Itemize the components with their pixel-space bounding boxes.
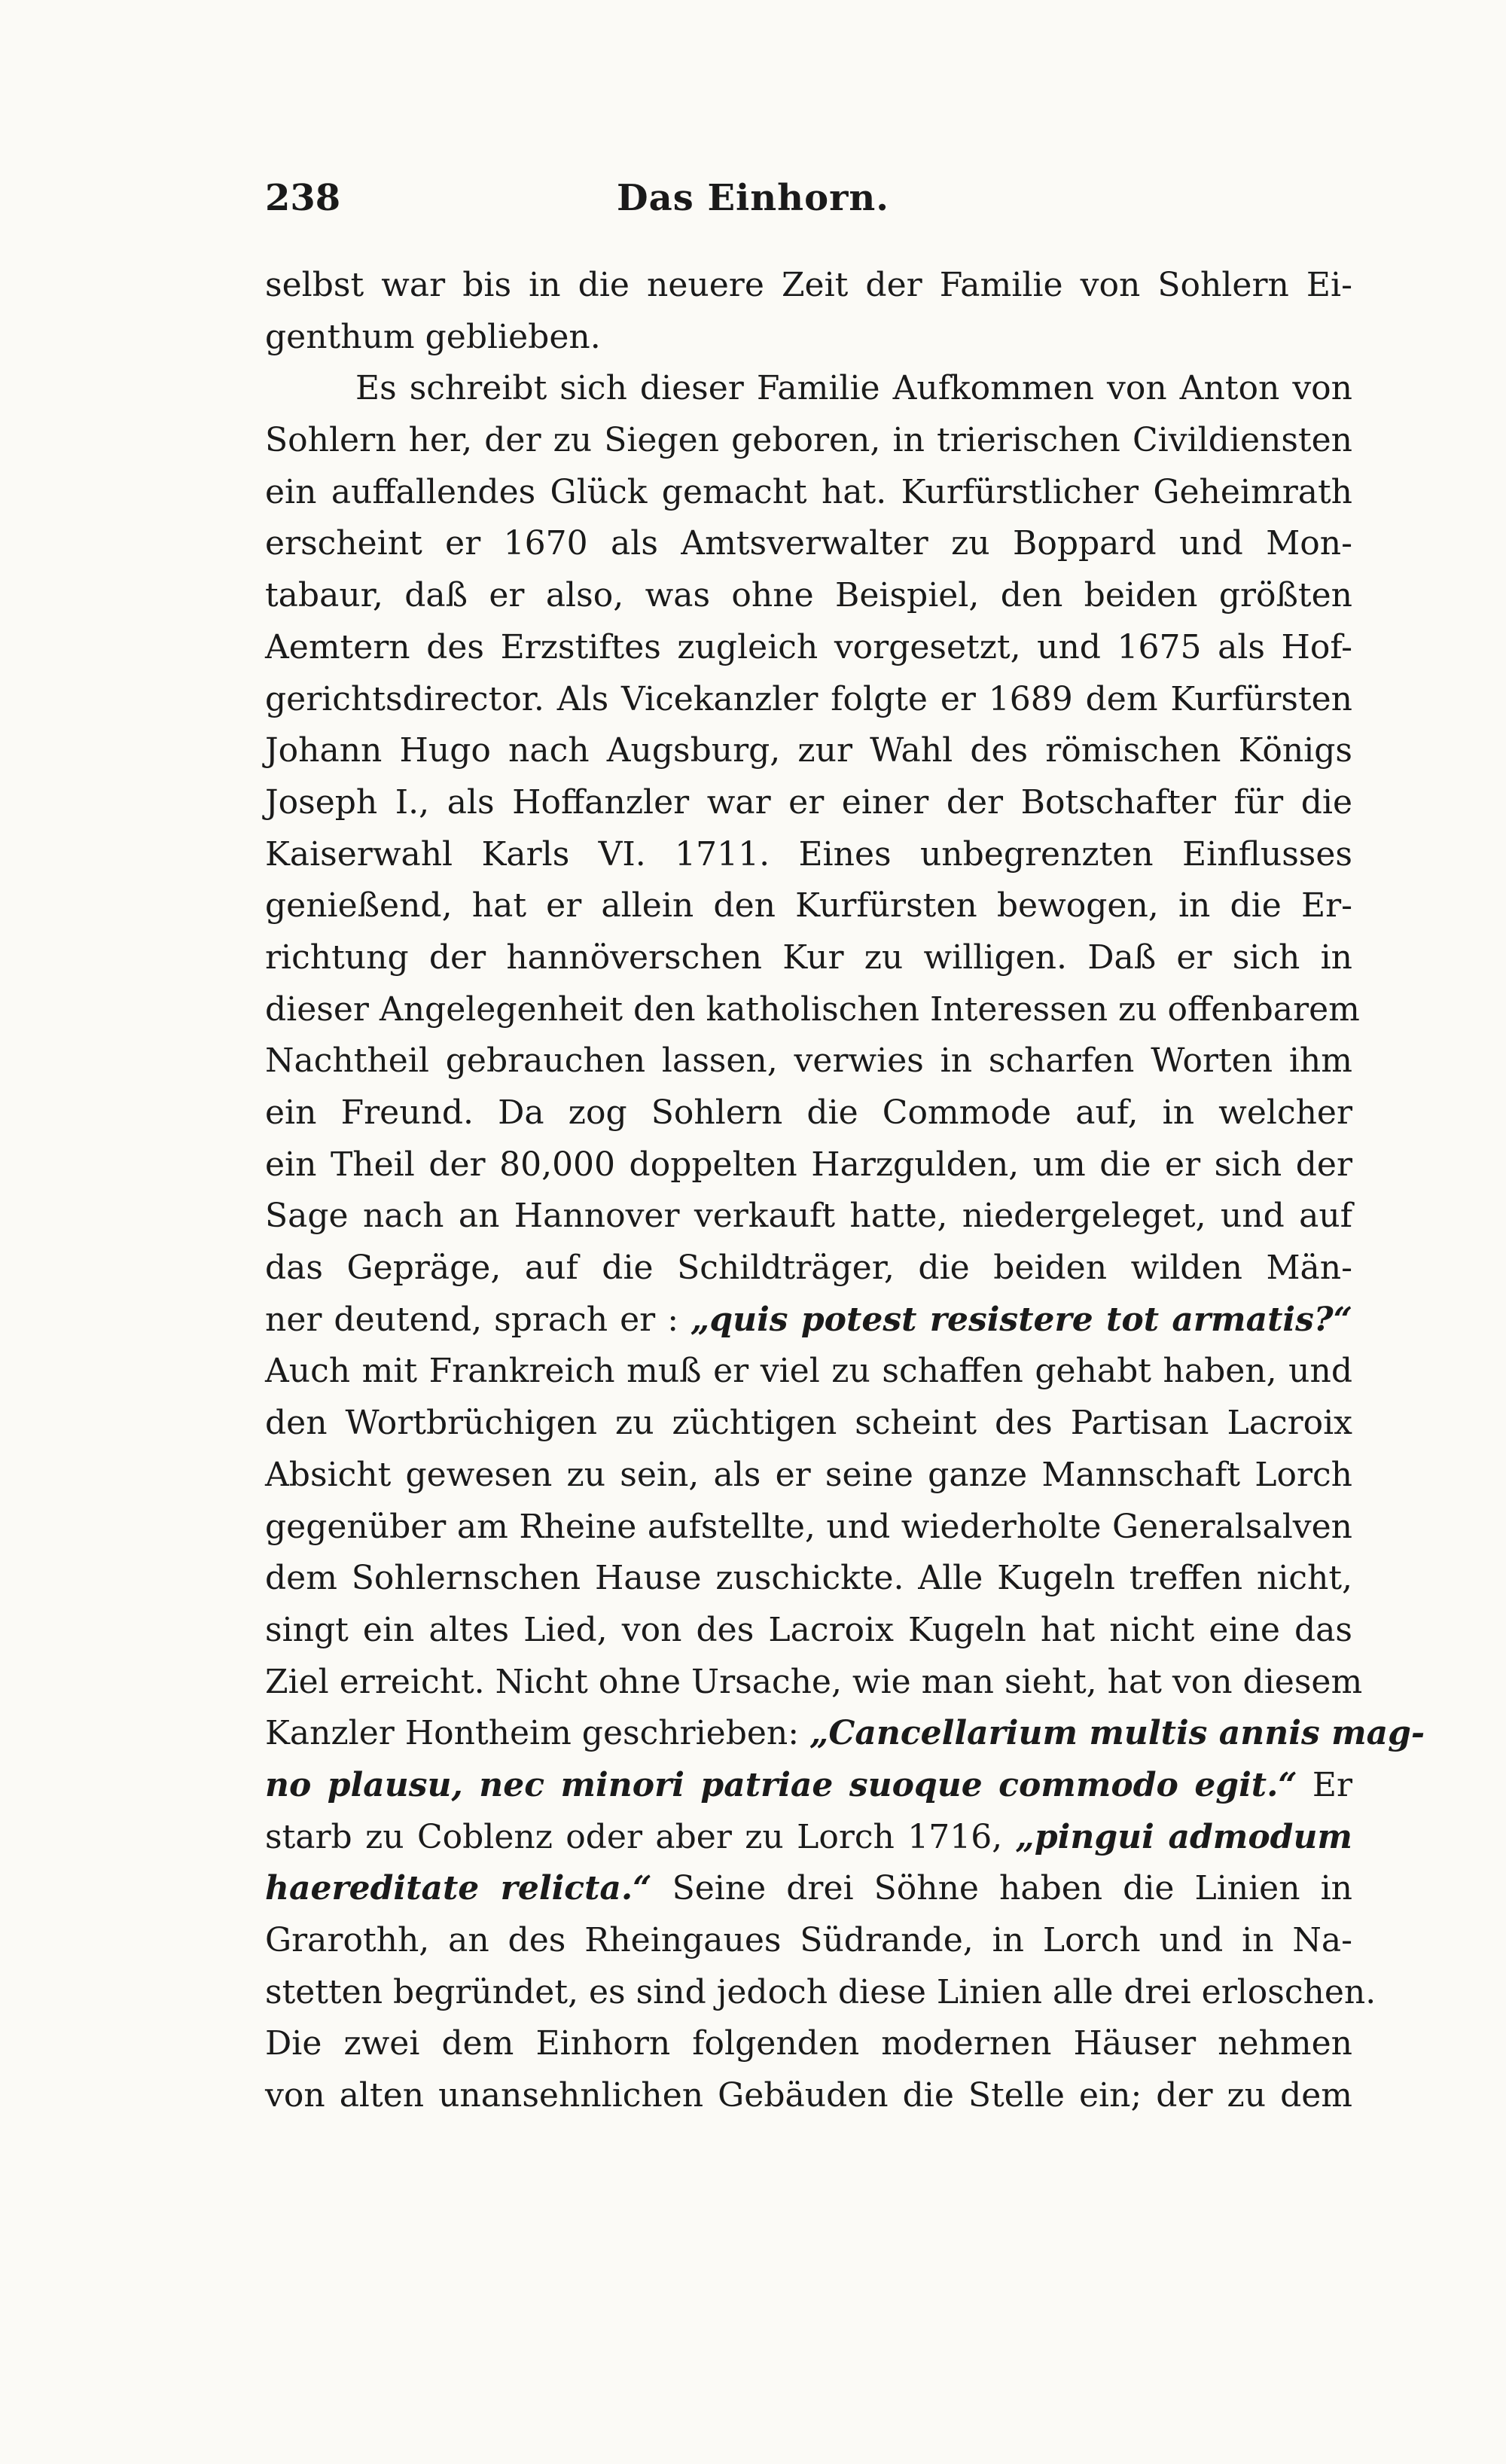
text-line: Absicht gewesen zu sein, als er seine ganze Mannschaft Lorch xyxy=(265,1455,1352,1494)
text-line: das Gepräge, auf die Schildträger, die beiden wilden Män- xyxy=(265,1249,1352,1288)
text-line: ein Freund. Da zog Sohlern die Commode auf, in welcher xyxy=(265,1093,1352,1132)
text-line: Grarothh, an des Rheingaues Südrande, in Lorch und in Na- xyxy=(265,1921,1352,1959)
text-line: genthum geblieben. xyxy=(265,317,601,356)
text-line: tabaur, daß er also, was ohne Beispiel, den beiden größten xyxy=(265,576,1352,615)
text-line: den Wortbrüchigen zu züchtigen scheint des Partisan Lacroix xyxy=(265,1404,1352,1443)
page-number: 238 xyxy=(265,177,341,219)
running-head: Das Einhorn. xyxy=(617,177,889,219)
latin-quote: haereditate relicta.“ xyxy=(265,1869,652,1908)
text-line: selbst war bis in die neuere Zeit der Familie von Sohlern Ei- xyxy=(265,266,1352,304)
text-line: Sage nach an Hannover verkauft hatte, niedergeleget, und auf xyxy=(265,1197,1352,1236)
text-line: Sohlern her, der zu Siegen geboren, in trierischen Civildiensten xyxy=(265,421,1352,460)
text-line: ein Theil der 80,000 doppelten Harzgulden, um die er sich der xyxy=(265,1145,1352,1184)
text-line: genießend, hat er allein den Kurfürsten bewogen, in die Er- xyxy=(265,886,1352,926)
text-line: Auch mit Frankreich muß er viel zu schaffen gehabt haben, und xyxy=(265,1352,1352,1391)
text-line: dieser Angelegenheit den katholischen Interessen zu offenbarem xyxy=(265,990,1360,1029)
text-line: Joseph I., als Hoffanzler war er einer der Botschafter für die xyxy=(265,782,1352,822)
text-line: von alten unansehnlichen Gebäuden die Stelle ein; der zu dem xyxy=(265,2076,1352,2115)
text-line xyxy=(265,1760,1352,1812)
text-line xyxy=(265,1295,1352,1346)
line-text: Kanzler Hontheim geschrieben: xyxy=(265,1714,810,1753)
text-line xyxy=(265,1708,1425,1760)
text-line: Aemtern des Erzstiftes zugleich vorgesetzt, und 1675 als Hof- xyxy=(265,627,1352,666)
text-line: Kaiserwahl Karls VI. 1711. Eines unbegrenzten Einflusses xyxy=(265,834,1352,874)
text-line: dem Sohlernschen Hause zuschickte. Alle Kugeln treffen nicht, xyxy=(265,1559,1352,1598)
text-line: Nachtheil gebrauchen lassen, verwies in scharfen Worten ihm xyxy=(265,1041,1352,1081)
text-line: gegenüber am Rheine aufstellte, und wiederholte Generalsalven xyxy=(265,1507,1352,1546)
text-line: gerichtsdirector. Als Vicekanzler folgte er 1689 dem Kurfürsten xyxy=(265,679,1352,718)
text-line: erscheint er 1670 als Amtsverwalter zu Boppard und Mon- xyxy=(265,524,1352,563)
page-header xyxy=(265,177,1241,230)
text-line: ein auffallendes Glück gemacht hat. Kurfürstlicher Geheimrath xyxy=(265,472,1352,511)
line-text: Er xyxy=(1297,1765,1353,1804)
text-line: stetten begründet, es sind jedoch diese Linien alle drei erloschen. xyxy=(265,1972,1376,2011)
text-line: richtung der hannöverschen Kur zu willigen. Daß er sich in xyxy=(265,938,1352,977)
text-line: Die zwei dem Einhorn folgenden modernen Häuser nehmen xyxy=(265,2024,1352,2063)
body-text xyxy=(265,260,1425,2122)
latin-quote: „Cancellarium multis annis mag- xyxy=(809,1714,1425,1753)
line-text: starb zu Coblenz oder aber zu Lorch 1716, xyxy=(265,1817,1016,1856)
line-text: Seine drei Söhne haben die Linien in xyxy=(651,1869,1353,1908)
latin-quote: no plausu, nec minori patriae suoque commodo egit.“ xyxy=(265,1765,1297,1804)
line-text: ner deutend, sprach er : xyxy=(265,1300,691,1339)
text-line: Ziel erreicht. Nicht ohne Ursache, wie man sieht, hat von diesem xyxy=(265,1662,1363,1701)
latin-quote: „quis potest resistere tot armatis?“ xyxy=(691,1300,1352,1339)
text-line: Es schreibt sich dieser Familie Aufkommen von Anton von xyxy=(355,369,1352,408)
text-line: singt ein altes Lied, von des Lacroix Kugeln hat nicht eine das xyxy=(265,1610,1352,1649)
text-line xyxy=(265,1812,1352,1864)
text-line xyxy=(265,1863,1352,1915)
latin-quote: „pingui admodum xyxy=(1015,1817,1352,1856)
text-line: Johann Hugo nach Augsburg, zur Wahl des römischen Königs xyxy=(265,731,1352,770)
